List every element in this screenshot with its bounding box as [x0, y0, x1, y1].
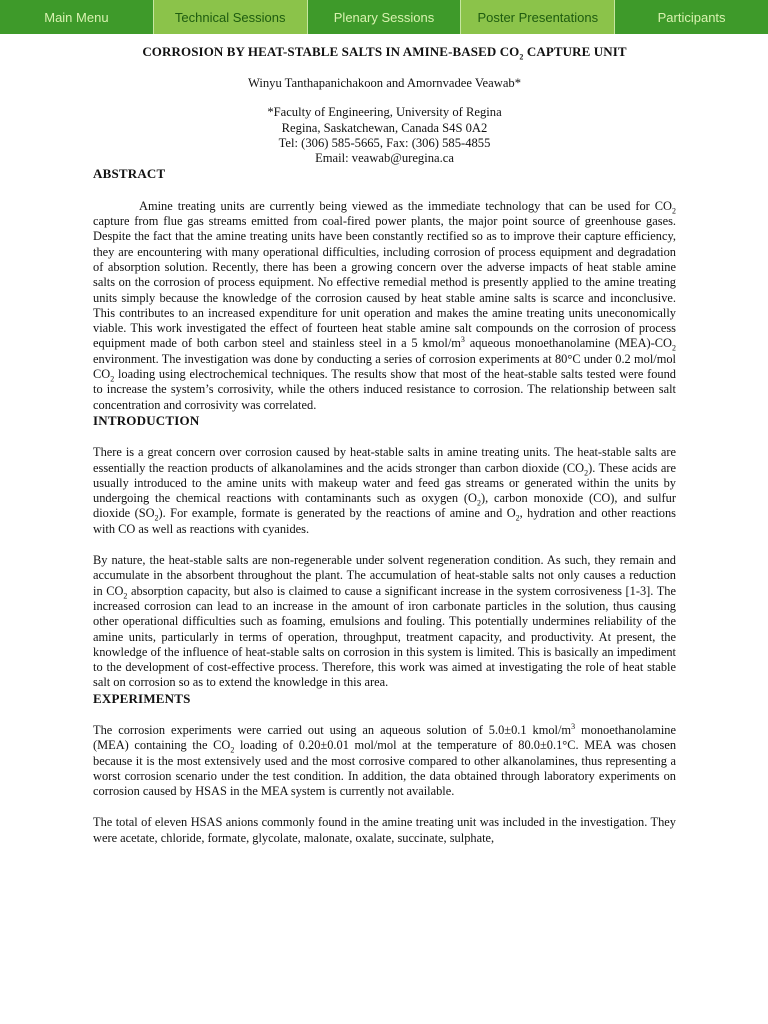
abstract-text: Amine treating units are currently being viewed as the immediate technology that can be used for $CO_2$ capture from flue gas streams emitted from coal-fired power plants, the major point source of greenhouse gases. Despite the fact that the amine treating units have been constantly rectified so as to improve their capture efficiency, they are encountering with many operational difficulties, including corrosion of process equipment and degradation of absorption solution. Recently, there has been a growing concern over the adverse impacts of heat stable amine salts on the corrosion of process equipment. No effective remedial method is presently applied to the amine treating units simply because the knowledge of the corrosion caused by heat stable amine salts is scarce and inconclusive. This contributes to an increased expenditure for unit operation and makes the amine treating units uneconomically viable. This work investigated the effect of fourteen heat stable amine salt compounds on the corrosion of process equipment made of both carbon steel and stainless steel in a 5 kmol/$m^3$ aqueous monoethanolamine $(MEA)-CO_2$ environment. The investigation was done by conducting a series of corrosion experiments at 80°C under 0.2 mol/mol $CO_2$ loading using electrochemical techniques. The results show that most of the heat-stable salts tested were found to increase the system’s corrosivity, while the others induced resistance to corrosion. The relationship between salt concentration and corrosivity was correlated.	[93, 198, 676, 412]
paper-document	[0, 34, 768, 846]
affiliation-phone: Tel: (306) 585-5665, Fax: (306) 585-4855	[278, 135, 491, 150]
author-affiliation	[93, 105, 676, 166]
paper-title: CORROSION BY HEAT-STABLE SALTS IN AMINE-BASED $CO_2$ CAPTURE UNIT	[142, 44, 627, 62]
experiments-heading: EXPERIMENTS	[93, 690, 191, 706]
experiments-paragraph-1: The corrosion experiments were carried out using an aqueous solution of 5.0±0.1 kmol/$m^3$ monoethanolamine (MEA) containing the $CO_2$ loading of 0.20±0.01 mol/mol at the temperature of 80.0±0.1°C. MEA was chosen because it is the most extensively used and the most corrosive compared to other alkanolamines, thus representing a worst corrosion scenario under the test condition. In addition, the data obtained through laboratory experiments on corrosion caused by HSAS in the MEA system is currently not available.	[93, 721, 677, 799]
nav-tab-participants[interactable]: Participants	[657, 9, 726, 25]
top-navigation	[0, 0, 768, 34]
affiliation-faculty: *Faculty of Engineering, University of Regina	[267, 105, 502, 120]
nav-tab-plenary-sessions[interactable]: Plenary Sessions	[308, 0, 462, 34]
introduction-paragraph-1: There is a great concern over corrosion caused by heat-stable salts in amine treating units. The heat-stable salts are essentially the reaction products of alkanolamines and the acids stronger than carbon dioxide $(CO_2)$. These acids are usually introduced to the amine units with makeup water and feed gas streams or generated within the units by undergoing the chemical reactions with contaminants such as oxygen $(O_2)$, carbon monoxide (CO), and sulfur dioxide $(SO_2)$. For example, formate is generated by the reactions of amine and $O_2$, hydration and other reactions with CO as well as reactions with cyanides.	[93, 445, 677, 536]
nav-tab-main-menu[interactable]: Main Menu	[0, 0, 154, 34]
introduction-paragraph-2: By nature, the heat-stable salts are non-regenerable under solvent regeneration condition. As such, they remain and accumulate in the absorbent throughout the plant. The accumulation of heat-stable salts not only causes a reduction in $CO_2$ absorption capacity, but also is claimed to cause a significant increase in the system corrosiveness [1-3]. The increased corrosion can lead to an increase in the amount of iron carbonate particles in the solution, thus causing other operational difficulties such as foaming, emulsions and fouling. This potentially undermines reliability of the amine units, particularly in terms of operation, throughput, treatment capacity, and productivity. At present, the knowledge of the influence of heat-stable salts on corrosion in this system is limited. This is basically an impediment to the development of cost-effective process. Therefore, this work was aimed at investigating the role of heat stable salt on corrosion so as to extend the knowledge in this area.	[93, 553, 676, 690]
affiliation-email: Email: veawab@uregina.ca	[315, 151, 454, 166]
paper-authors: Winyu Tanthapanichakoon and Amornvadee Veawab*	[247, 76, 522, 90]
experiments-paragraph-2: The total of eleven HSAS anions commonly found in the amine treating unit was included in the investigation. They were acetate, chloride, formate, glycolate, malonate, oxalate, succinate, sulphate,	[93, 815, 676, 845]
abstract-heading: ABSTRACT	[93, 166, 166, 182]
nav-tab-poster-presentations[interactable]: Poster Presentations	[461, 0, 615, 34]
affiliation-address: Regina, Saskatchewan, Canada S4S 0A2	[281, 120, 488, 135]
introduction-heading: INTRODUCTION	[93, 412, 200, 428]
nav-tab-technical-sessions[interactable]: Technical Sessions	[154, 0, 308, 34]
